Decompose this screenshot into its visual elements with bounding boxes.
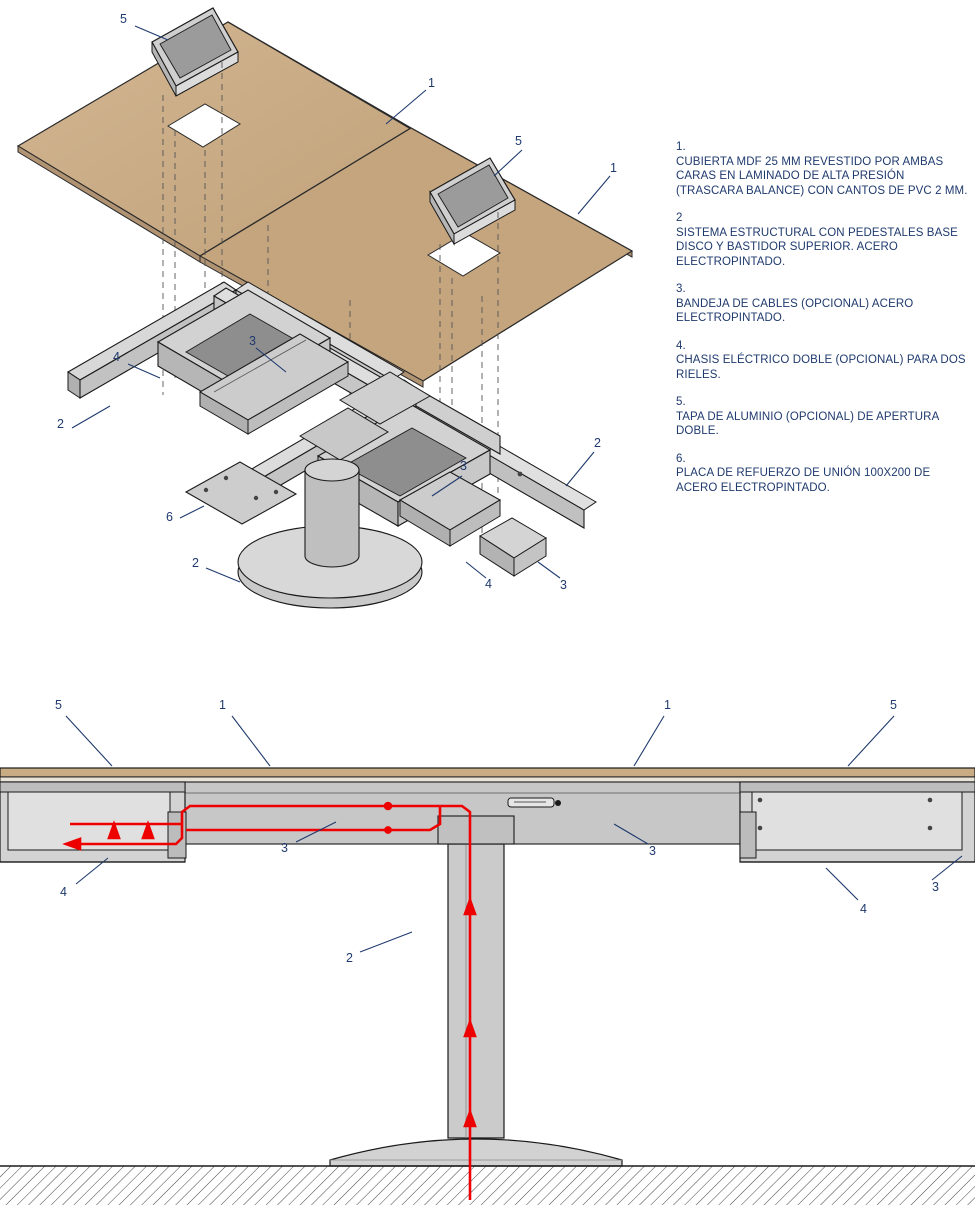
- legend-entry-2-number: 2: [676, 212, 683, 224]
- callout-iso-5-left: 5: [120, 12, 127, 26]
- legend-entry-1-number: 1.: [676, 141, 686, 153]
- section-chassis-right: [740, 782, 975, 862]
- legend-entry-3-text: BANDEJA DE CABLES (OPCIONAL) ACERO ELECTROPINTADO.: [676, 297, 914, 324]
- legend-entry-3-number: 3.: [676, 283, 686, 295]
- legend-entry-3: [676, 282, 968, 326]
- legend-entry-1: [676, 140, 968, 198]
- legend-entry-4: [676, 339, 968, 383]
- legend-entry-5-number: 5.: [676, 396, 686, 408]
- callout-iso-2-left: 2: [57, 417, 64, 431]
- section-column: [438, 816, 514, 1138]
- callout-iso-3-upper: 3: [249, 334, 256, 348]
- callout-sec-1-right: 1: [664, 698, 671, 712]
- legend-entry-2-text: SISTEMA ESTRUCTURAL CON PEDESTALES BASE DISCO Y BASTIDOR SUPERIOR. ACERO ELECTROPINTADO.: [676, 226, 958, 268]
- section-elevation-view: [0, 768, 975, 1205]
- legend-entry-6-number: 6.: [676, 452, 686, 465]
- callout-iso-2-right: 2: [594, 436, 601, 450]
- callout-iso-6: 6: [166, 510, 173, 524]
- legend-entry-1-text: CUBIERTA MDF 25 MM REVESTIDO POR AMBAS CARAS EN LAMINADO DE ALTA PRESIÓN (TRASCARA BALANCE) CON CANTOS DE PVC 2 MM.: [676, 155, 968, 197]
- legend-entry-5: [676, 395, 968, 439]
- callout-sec-5-right: 5: [890, 698, 897, 712]
- section-socket-detail: [508, 798, 561, 807]
- callout-sec-3-right: 3: [932, 880, 939, 894]
- callout-iso-2-front: 2: [192, 556, 199, 570]
- callout-sec-3-mid: 3: [649, 844, 656, 858]
- legend-entry-6: [676, 452, 968, 496]
- callout-iso-3-low: 3: [560, 578, 567, 592]
- legend-entry-5-text: TAPA DE ALUMINIO (OPCIONAL) DE APERTURA DOBLE.: [676, 410, 939, 437]
- section-disc-base: [330, 1139, 622, 1166]
- callout-iso-4-left: 4: [113, 350, 120, 364]
- callout-iso-1-right: 1: [610, 161, 617, 175]
- callout-sec-4-right: 4: [860, 902, 867, 916]
- callout-sec-3-left: 3: [281, 841, 288, 855]
- callout-iso-5-right: 5: [515, 134, 522, 148]
- cable-route-red: [70, 806, 470, 1200]
- legend-entry-6-text: PLACA DE REFUERZO DE UNIÓN 100X200 DE ACERO ELECTROPINTADO.: [676, 467, 931, 494]
- section-chassis-left: [0, 782, 186, 862]
- section-worktop: [0, 768, 975, 777]
- isometric-view: [18, 8, 632, 608]
- callout-sec-4-left: 4: [60, 885, 67, 899]
- callout-iso-4-low: 4: [485, 577, 492, 591]
- callout-iso-3-mid: 3: [460, 459, 467, 473]
- legend-entry-4-text: CHASIS ELÉCTRICO DOBLE (OPCIONAL) PARA DOS RIELES.: [676, 354, 966, 381]
- callout-iso-1-top: 1: [428, 76, 435, 90]
- section-worktop-edge: [0, 777, 975, 782]
- callout-sec-2-column: 2: [346, 951, 353, 965]
- callout-sec-5-left: 5: [55, 698, 62, 712]
- legend-entry-2: [676, 211, 968, 269]
- callout-sec-1-left: 1: [219, 698, 226, 712]
- floor-hatch: [0, 1166, 975, 1205]
- legend-entry-4-number: 4.: [676, 339, 686, 352]
- legend-panel: [676, 140, 968, 508]
